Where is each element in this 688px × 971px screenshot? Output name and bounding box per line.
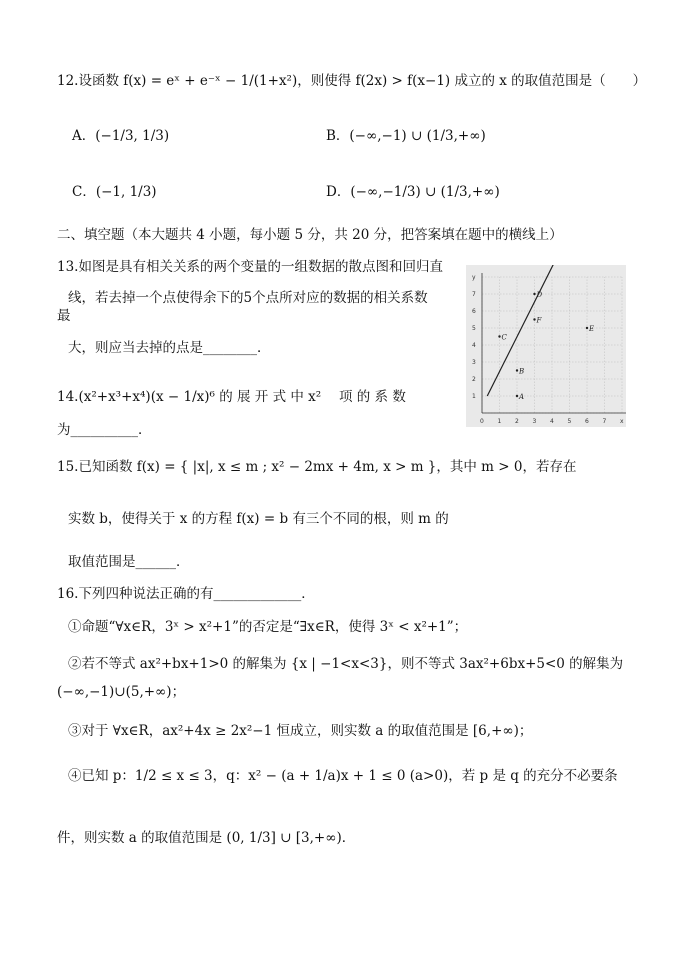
q15-line3: 取值范围是______． [68, 554, 190, 570]
q13-line3: 最 [57, 308, 71, 324]
y-tick-label: 1 [472, 393, 476, 400]
x-tick-label: 1 [497, 418, 502, 425]
q16-statement-4a: ④已知 p：1/2 ≤ x ≤ 3，q：x² − (a + 1/a)x + 1 ≤ 0 (a>0)，若 p 是 q 的充分不必要条 [68, 768, 618, 784]
y-tick-label: 7 [472, 291, 476, 298]
q12-stem: 12.设函数 f(x) = eˣ + e⁻ˣ − 1/(1+x²)，则使得 f(2x) > f(x−1) 成立的 x 的取值范围是（ ） [57, 73, 647, 89]
y-tick-label: 6 [472, 308, 476, 315]
scatter-plot-figure [466, 265, 626, 427]
q16-stem: 16.下列四种说法正确的有_____________． [57, 586, 315, 602]
data-point-label-c: C [501, 333, 507, 342]
x-tick-label: 5 [567, 418, 572, 425]
q13-line2: 线，若去掉一个点使得余下的5个点所对应的数据的相关系数 [68, 290, 428, 306]
x-tick-label: x [620, 418, 624, 425]
x-tick-label: 6 [585, 418, 589, 425]
y-tick-label: y [472, 274, 476, 281]
regression-line [487, 265, 557, 396]
x-tick-label: 0 [480, 418, 484, 425]
data-point-d [533, 293, 535, 295]
q14-line1: 14.(x²+x³+x⁴)(x − 1/x)⁶ 的 展 开 式 中 x² 项 的 系 数 [57, 389, 406, 405]
y-tick-label: 5 [472, 325, 476, 332]
q16-statement-1: ①命题“∀x∈R，3ˣ > x²+1”的否定是“∃x∈R，使得 3ˣ < x²+1”； [68, 619, 468, 635]
q16-statement-4b: 件，则实数 a 的取值范围是 (0, 1/3] ∪ [3,+∞)． [57, 830, 356, 846]
x-tick-label: 3 [532, 418, 537, 425]
data-point-label-f: F [536, 316, 542, 325]
data-point-f [533, 318, 535, 320]
section-heading: 二、填空题（本大题共 4 小题，每小题 5 分，共 20 分，把答案填在题中的横线上） [57, 227, 563, 243]
y-tick-label: 2 [472, 376, 476, 383]
q12-option-c: C．(−1, 1/3) [72, 184, 157, 200]
q13-line4: 大，则应当去掉的点是________． [68, 340, 271, 356]
q16-statement-3: ③对于 ∀x∈R，ax²+4x ≥ 2x²−1 恒成立，则实数 a 的取值范围是 [6,+∞)； [68, 723, 533, 739]
y-tick-label: 4 [472, 342, 476, 349]
y-tick-label: 3 [472, 359, 476, 366]
data-point-c [498, 335, 500, 337]
data-point-label-e: E [589, 325, 595, 333]
q16-statement-2a: ②若不等式 ax²+bx+1>0 的解集为 {x | −1<x<3}，则不等式 3ax²+6bx+5<0 的解集为 [68, 656, 624, 672]
q15-line2: 实数 b，使得关于 x 的方程 f(x) = b 有三个不同的根，则 m 的 [68, 511, 449, 527]
q13-line1: 13.如图是具有相关关系的两个变量的一组数据的散点图和回归直 [57, 259, 443, 275]
plot-ticks [472, 274, 624, 425]
regression-line-path [487, 265, 557, 396]
q14-line2: 为__________． [57, 422, 152, 438]
q12-option-d: D．(−∞,−1/3) ∪ (1/3,+∞) [326, 184, 500, 200]
data-point-label-a: A [519, 393, 525, 401]
x-tick-label: 2 [515, 418, 519, 425]
x-tick-label: 4 [550, 418, 554, 425]
plot-grid [482, 277, 622, 413]
data-point-e [586, 327, 588, 329]
q12-option-b: B．(−∞,−1) ∪ (1/3,+∞) [326, 128, 486, 144]
data-point-a [516, 395, 518, 397]
q12-option-a: A．(−1/3, 1/3) [72, 128, 170, 144]
x-tick-label: 7 [602, 418, 607, 425]
q16-statement-2b: (−∞,−1)∪(5,+∞)； [57, 684, 186, 700]
data-point-label-d: D [536, 291, 543, 299]
q15-line1: 15.已知函数 f(x) = { |x|, x ≤ m ; x² − 2mx + 4m, x > m }，其中 m > 0，若存在 [57, 459, 577, 475]
data-point-label-b: B [519, 367, 525, 376]
data-point-b [516, 369, 518, 371]
